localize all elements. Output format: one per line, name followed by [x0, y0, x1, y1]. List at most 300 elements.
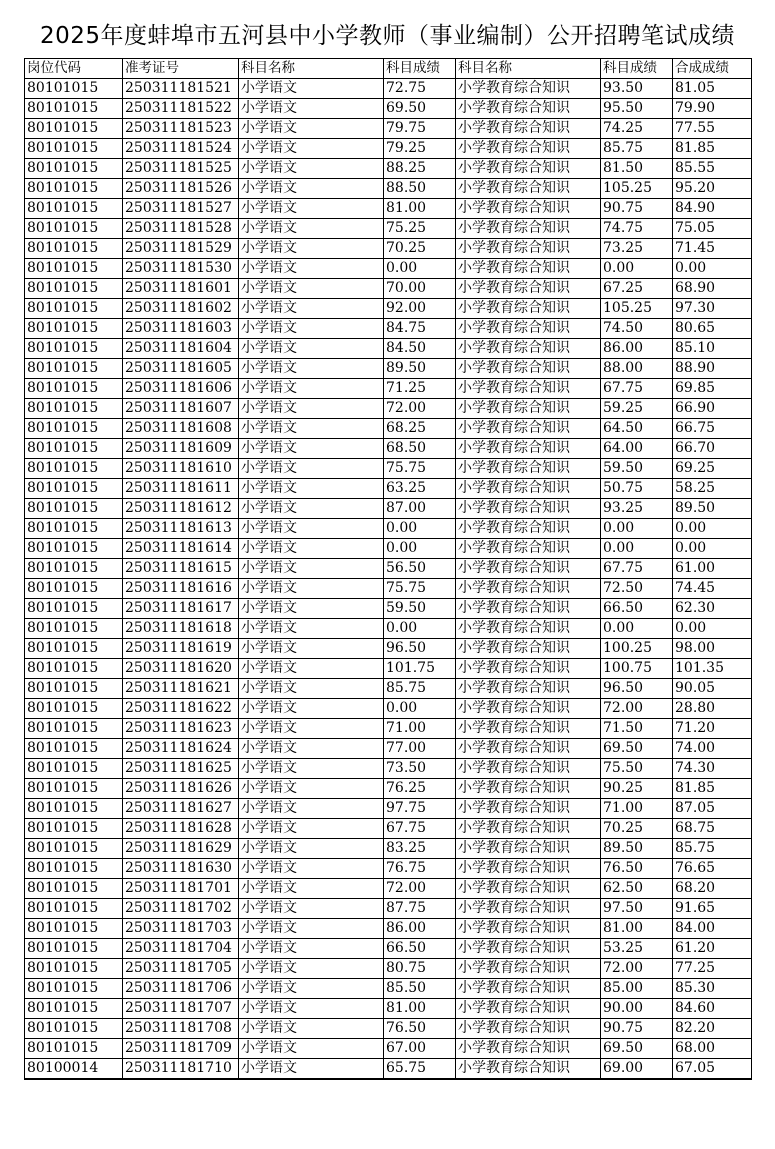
composite-score-cell: 81.85: [673, 779, 752, 799]
subject-2-score-cell: 0.00: [601, 519, 673, 539]
subject-2-score-cell: 93.25: [601, 499, 673, 519]
composite-score-cell: 88.90: [673, 359, 752, 379]
composite-score-cell: 68.00: [673, 1039, 752, 1059]
position-code-cell: 80101015: [25, 479, 123, 499]
column-header-composite-score: 合成成绩: [673, 59, 752, 79]
subject-1-score-cell: 72.00: [384, 399, 456, 419]
subject-2-name-cell: 小学教育综合知识: [456, 499, 601, 519]
subject-2-score-cell: 75.50: [601, 759, 673, 779]
position-code-cell: 80101015: [25, 719, 123, 739]
subject-2-score-cell: 73.25: [601, 239, 673, 259]
subject-2-score-cell: 72.00: [601, 959, 673, 979]
subject-1-score-cell: 70.00: [384, 279, 456, 299]
subject-1-name-cell: 小学语文: [239, 299, 384, 319]
subject-2-score-cell: 0.00: [601, 259, 673, 279]
position-code-cell: 80101015: [25, 399, 123, 419]
composite-score-cell: 77.55: [673, 119, 752, 139]
subject-2-name-cell: 小学教育综合知识: [456, 1059, 601, 1080]
table-row: [25, 239, 752, 259]
subject-1-name-cell: 小学语文: [239, 939, 384, 959]
ticket-number-cell: 250311181521: [123, 79, 239, 99]
table-row: [25, 739, 752, 759]
subject-1-score-cell: 71.00: [384, 719, 456, 739]
subject-2-score-cell: 90.75: [601, 1019, 673, 1039]
subject-1-name-cell: 小学语文: [239, 759, 384, 779]
column-header-position-code: 岗位代码: [25, 59, 123, 79]
subject-1-score-cell: 68.25: [384, 419, 456, 439]
ticket-number-cell: 250311181625: [123, 759, 239, 779]
subject-1-name-cell: 小学语文: [239, 399, 384, 419]
composite-score-cell: 89.50: [673, 499, 752, 519]
composite-score-cell: 87.05: [673, 799, 752, 819]
subject-1-name-cell: 小学语文: [239, 479, 384, 499]
subject-2-name-cell: 小学教育综合知识: [456, 159, 601, 179]
composite-score-cell: 77.25: [673, 959, 752, 979]
position-code-cell: 80101015: [25, 819, 123, 839]
composite-score-cell: 91.65: [673, 899, 752, 919]
position-code-cell: 80101015: [25, 99, 123, 119]
table-row: [25, 519, 752, 539]
ticket-number-cell: 250311181709: [123, 1039, 239, 1059]
column-header-subject-2: 科目名称: [456, 59, 601, 79]
subject-1-score-cell: 88.50: [384, 179, 456, 199]
composite-score-cell: 75.05: [673, 219, 752, 239]
subject-2-name-cell: 小学教育综合知识: [456, 199, 601, 219]
subject-1-score-cell: 79.75: [384, 119, 456, 139]
ticket-number-cell: 250311181627: [123, 799, 239, 819]
subject-1-score-cell: 0.00: [384, 619, 456, 639]
ticket-number-cell: 250311181630: [123, 859, 239, 879]
subject-1-name-cell: 小学语文: [239, 959, 384, 979]
table-row: [25, 499, 752, 519]
subject-2-score-cell: 81.00: [601, 919, 673, 939]
position-code-cell: 80101015: [25, 319, 123, 339]
subject-1-name-cell: 小学语文: [239, 239, 384, 259]
subject-2-score-cell: 50.75: [601, 479, 673, 499]
subject-2-score-cell: 100.25: [601, 639, 673, 659]
composite-score-cell: 68.75: [673, 819, 752, 839]
composite-score-cell: 71.45: [673, 239, 752, 259]
subject-1-name-cell: 小学语文: [239, 159, 384, 179]
ticket-number-cell: 250311181610: [123, 459, 239, 479]
position-code-cell: 80101015: [25, 539, 123, 559]
ticket-number-cell: 250311181609: [123, 439, 239, 459]
composite-score-cell: 69.85: [673, 379, 752, 399]
subject-2-name-cell: 小学教育综合知识: [456, 699, 601, 719]
subject-2-score-cell: 0.00: [601, 539, 673, 559]
table-row: [25, 719, 752, 739]
subject-2-name-cell: 小学教育综合知识: [456, 179, 601, 199]
ticket-number-cell: 250311181605: [123, 359, 239, 379]
position-code-cell: 80101015: [25, 339, 123, 359]
subject-2-name-cell: 小学教育综合知识: [456, 919, 601, 939]
composite-score-cell: 85.75: [673, 839, 752, 859]
ticket-number-cell: 250311181705: [123, 959, 239, 979]
composite-score-cell: 98.00: [673, 639, 752, 659]
subject-1-score-cell: 72.00: [384, 879, 456, 899]
position-code-cell: 80101015: [25, 219, 123, 239]
subject-2-score-cell: 0.00: [601, 619, 673, 639]
composite-score-cell: 101.35: [673, 659, 752, 679]
subject-1-name-cell: 小学语文: [239, 779, 384, 799]
subject-1-score-cell: 76.50: [384, 1019, 456, 1039]
composite-score-cell: 81.05: [673, 79, 752, 99]
position-code-cell: 80101015: [25, 759, 123, 779]
subject-1-score-cell: 59.50: [384, 599, 456, 619]
position-code-cell: 80101015: [25, 459, 123, 479]
position-code-cell: 80101015: [25, 939, 123, 959]
subject-1-score-cell: 85.50: [384, 979, 456, 999]
subject-2-name-cell: 小学教育综合知识: [456, 739, 601, 759]
ticket-number-cell: 250311181522: [123, 99, 239, 119]
subject-2-score-cell: 69.50: [601, 739, 673, 759]
subject-2-name-cell: 小学教育综合知识: [456, 359, 601, 379]
subject-1-name-cell: 小学语文: [239, 859, 384, 879]
subject-2-score-cell: 85.75: [601, 139, 673, 159]
table-row: [25, 579, 752, 599]
table-row: [25, 1039, 752, 1059]
table-row: [25, 1059, 752, 1080]
subject-2-score-cell: 74.50: [601, 319, 673, 339]
subject-2-name-cell: 小学教育综合知识: [456, 879, 601, 899]
ticket-number-cell: 250311181623: [123, 719, 239, 739]
subject-2-name-cell: 小学教育综合知识: [456, 839, 601, 859]
ticket-number-cell: 250311181619: [123, 639, 239, 659]
subject-1-name-cell: 小学语文: [239, 339, 384, 359]
composite-score-cell: 0.00: [673, 259, 752, 279]
ticket-number-cell: 250311181706: [123, 979, 239, 999]
subject-1-name-cell: 小学语文: [239, 739, 384, 759]
table-row: [25, 839, 752, 859]
composite-score-cell: 0.00: [673, 539, 752, 559]
composite-score-cell: 62.30: [673, 599, 752, 619]
subject-1-score-cell: 81.00: [384, 199, 456, 219]
table-row: [25, 679, 752, 699]
position-code-cell: 80101015: [25, 659, 123, 679]
position-code-cell: 80101015: [25, 519, 123, 539]
subject-2-name-cell: 小学教育综合知识: [456, 639, 601, 659]
composite-score-cell: 81.85: [673, 139, 752, 159]
subject-2-name-cell: 小学教育综合知识: [456, 859, 601, 879]
composite-score-cell: 74.30: [673, 759, 752, 779]
composite-score-cell: 66.70: [673, 439, 752, 459]
table-row: [25, 279, 752, 299]
subject-1-name-cell: 小学语文: [239, 659, 384, 679]
composite-score-cell: 66.75: [673, 419, 752, 439]
table-row: [25, 779, 752, 799]
column-header-ticket-number: 准考证号: [123, 59, 239, 79]
subject-2-score-cell: 89.50: [601, 839, 673, 859]
subject-2-name-cell: 小学教育综合知识: [456, 819, 601, 839]
composite-score-cell: 74.00: [673, 739, 752, 759]
ticket-number-cell: 250311181703: [123, 919, 239, 939]
subject-2-score-cell: 67.75: [601, 559, 673, 579]
subject-2-score-cell: 88.00: [601, 359, 673, 379]
position-code-cell: 80101015: [25, 259, 123, 279]
subject-2-score-cell: 74.75: [601, 219, 673, 239]
subject-1-score-cell: 0.00: [384, 259, 456, 279]
table-row: [25, 979, 752, 999]
subject-2-score-cell: 97.50: [601, 899, 673, 919]
subject-1-score-cell: 89.50: [384, 359, 456, 379]
table-row: [25, 399, 752, 419]
table-row: [25, 659, 752, 679]
composite-score-cell: 84.90: [673, 199, 752, 219]
subject-1-score-cell: 87.00: [384, 499, 456, 519]
subject-1-score-cell: 97.75: [384, 799, 456, 819]
subject-1-name-cell: 小学语文: [239, 379, 384, 399]
table-row: [25, 559, 752, 579]
composite-score-cell: 28.80: [673, 699, 752, 719]
subject-1-name-cell: 小学语文: [239, 879, 384, 899]
column-header-score-1: 科目成绩: [384, 59, 456, 79]
subject-1-score-cell: 73.50: [384, 759, 456, 779]
table-row: [25, 99, 752, 119]
composite-score-cell: 76.65: [673, 859, 752, 879]
ticket-number-cell: 250311181524: [123, 139, 239, 159]
subject-2-score-cell: 81.50: [601, 159, 673, 179]
composite-score-cell: 0.00: [673, 619, 752, 639]
subject-2-score-cell: 76.50: [601, 859, 673, 879]
subject-2-name-cell: 小学教育综合知识: [456, 479, 601, 499]
table-row: [25, 859, 752, 879]
ticket-number-cell: 250311181707: [123, 999, 239, 1019]
position-code-cell: 80101015: [25, 419, 123, 439]
composite-score-cell: 84.00: [673, 919, 752, 939]
ticket-number-cell: 250311181618: [123, 619, 239, 639]
table-row: [25, 539, 752, 559]
composite-score-cell: 0.00: [673, 519, 752, 539]
composite-score-cell: 69.25: [673, 459, 752, 479]
ticket-number-cell: 250311181526: [123, 179, 239, 199]
ticket-number-cell: 250311181611: [123, 479, 239, 499]
table-row: [25, 219, 752, 239]
subject-1-name-cell: 小学语文: [239, 1039, 384, 1059]
subject-1-name-cell: 小学语文: [239, 1059, 384, 1080]
subject-2-name-cell: 小学教育综合知识: [456, 439, 601, 459]
subject-2-score-cell: 64.00: [601, 439, 673, 459]
position-code-cell: 80101015: [25, 559, 123, 579]
subject-2-name-cell: 小学教育综合知识: [456, 219, 601, 239]
position-code-cell: 80101015: [25, 899, 123, 919]
position-code-cell: 80101015: [25, 839, 123, 859]
ticket-number-cell: 250311181620: [123, 659, 239, 679]
subject-2-score-cell: 69.50: [601, 1039, 673, 1059]
subject-2-name-cell: 小学教育综合知识: [456, 999, 601, 1019]
position-code-cell: 80101015: [25, 279, 123, 299]
composite-score-cell: 95.20: [673, 179, 752, 199]
ticket-number-cell: 250311181701: [123, 879, 239, 899]
subject-1-score-cell: 67.75: [384, 819, 456, 839]
subject-1-name-cell: 小学语文: [239, 259, 384, 279]
subject-2-score-cell: 93.50: [601, 79, 673, 99]
subject-2-name-cell: 小学教育综合知识: [456, 939, 601, 959]
subject-1-score-cell: 86.00: [384, 919, 456, 939]
subject-2-score-cell: 85.00: [601, 979, 673, 999]
table-row: [25, 379, 752, 399]
table-row: [25, 619, 752, 639]
subject-2-name-cell: 小学教育综合知识: [456, 279, 601, 299]
subject-1-score-cell: 87.75: [384, 899, 456, 919]
subject-1-name-cell: 小学语文: [239, 1019, 384, 1039]
table-row: [25, 259, 752, 279]
ticket-number-cell: 250311181528: [123, 219, 239, 239]
subject-2-score-cell: 74.25: [601, 119, 673, 139]
position-code-cell: 80101015: [25, 619, 123, 639]
table-row: [25, 699, 752, 719]
subject-1-score-cell: 76.25: [384, 779, 456, 799]
composite-score-cell: 68.90: [673, 279, 752, 299]
subject-1-name-cell: 小学语文: [239, 559, 384, 579]
subject-1-score-cell: 69.50: [384, 99, 456, 119]
table-row: [25, 799, 752, 819]
subject-2-name-cell: 小学教育综合知识: [456, 99, 601, 119]
table-row: [25, 1019, 752, 1039]
subject-2-score-cell: 96.50: [601, 679, 673, 699]
ticket-number-cell: 250311181708: [123, 1019, 239, 1039]
subject-1-score-cell: 84.50: [384, 339, 456, 359]
position-code-cell: 80101015: [25, 79, 123, 99]
position-code-cell: 80101015: [25, 379, 123, 399]
ticket-number-cell: 250311181601: [123, 279, 239, 299]
subject-1-score-cell: 0.00: [384, 519, 456, 539]
subject-1-name-cell: 小学语文: [239, 279, 384, 299]
composite-score-cell: 90.05: [673, 679, 752, 699]
subject-1-score-cell: 88.25: [384, 159, 456, 179]
position-code-cell: 80101015: [25, 959, 123, 979]
table-row: [25, 879, 752, 899]
subject-2-name-cell: 小学教育综合知识: [456, 319, 601, 339]
subject-2-score-cell: 67.75: [601, 379, 673, 399]
ticket-number-cell: 250311181616: [123, 579, 239, 599]
table-row: [25, 599, 752, 619]
position-code-cell: 80101015: [25, 639, 123, 659]
subject-1-name-cell: 小学语文: [239, 839, 384, 859]
page-title: 2025年度蚌埠市五河县中小学教师（事业编制）公开招聘笔试成绩: [39, 23, 736, 49]
header-row: [25, 59, 752, 79]
position-code-cell: 80101015: [25, 699, 123, 719]
position-code-cell: 80101015: [25, 359, 123, 379]
subject-1-name-cell: 小学语文: [239, 979, 384, 999]
table-row: [25, 459, 752, 479]
ticket-number-cell: 250311181704: [123, 939, 239, 959]
subject-2-score-cell: 105.25: [601, 179, 673, 199]
subject-1-name-cell: 小学语文: [239, 499, 384, 519]
table-row: [25, 919, 752, 939]
subject-1-score-cell: 65.75: [384, 1059, 456, 1080]
position-code-cell: 80101015: [25, 199, 123, 219]
ticket-number-cell: 250311181604: [123, 339, 239, 359]
position-code-cell: 80101015: [25, 499, 123, 519]
subject-2-score-cell: 53.25: [601, 939, 673, 959]
subject-2-name-cell: 小学教育综合知识: [456, 559, 601, 579]
subject-1-score-cell: 63.25: [384, 479, 456, 499]
subject-1-name-cell: 小学语文: [239, 919, 384, 939]
position-code-cell: 80101015: [25, 139, 123, 159]
subject-1-name-cell: 小学语文: [239, 579, 384, 599]
subject-2-score-cell: 72.00: [601, 699, 673, 719]
ticket-number-cell: 250311181626: [123, 779, 239, 799]
composite-score-cell: 84.60: [673, 999, 752, 1019]
subject-2-name-cell: 小学教育综合知识: [456, 899, 601, 919]
subject-1-score-cell: 80.75: [384, 959, 456, 979]
subject-1-score-cell: 68.50: [384, 439, 456, 459]
position-code-cell: 80101015: [25, 679, 123, 699]
subject-1-score-cell: 83.25: [384, 839, 456, 859]
ticket-number-cell: 250311181612: [123, 499, 239, 519]
subject-1-name-cell: 小学语文: [239, 419, 384, 439]
table-row: [25, 899, 752, 919]
subject-2-name-cell: 小学教育综合知识: [456, 119, 601, 139]
subject-1-name-cell: 小学语文: [239, 679, 384, 699]
subject-1-score-cell: 56.50: [384, 559, 456, 579]
subject-2-score-cell: 105.25: [601, 299, 673, 319]
subject-1-score-cell: 84.75: [384, 319, 456, 339]
table-row: [25, 959, 752, 979]
position-code-cell: 80101015: [25, 739, 123, 759]
subject-2-score-cell: 72.50: [601, 579, 673, 599]
position-code-cell: 80101015: [25, 879, 123, 899]
composite-score-cell: 85.55: [673, 159, 752, 179]
subject-2-name-cell: 小学教育综合知识: [456, 399, 601, 419]
subject-2-score-cell: 95.50: [601, 99, 673, 119]
subject-2-name-cell: 小学教育综合知识: [456, 539, 601, 559]
ticket-number-cell: 250311181629: [123, 839, 239, 859]
ticket-number-cell: 250311181525: [123, 159, 239, 179]
subject-1-name-cell: 小学语文: [239, 219, 384, 239]
composite-score-cell: 66.90: [673, 399, 752, 419]
column-header-score-2: 科目成绩: [601, 59, 673, 79]
subject-1-score-cell: 71.25: [384, 379, 456, 399]
table-row: [25, 199, 752, 219]
subject-1-name-cell: 小学语文: [239, 639, 384, 659]
column-header-subject-1: 科目名称: [239, 59, 384, 79]
subject-1-name-cell: 小学语文: [239, 599, 384, 619]
subject-2-name-cell: 小学教育综合知识: [456, 959, 601, 979]
position-code-cell: 80101015: [25, 779, 123, 799]
composite-score-cell: 85.30: [673, 979, 752, 999]
subject-1-name-cell: 小学语文: [239, 699, 384, 719]
subject-2-name-cell: 小学教育综合知识: [456, 599, 601, 619]
subject-2-name-cell: 小学教育综合知识: [456, 419, 601, 439]
position-code-cell: 80101015: [25, 859, 123, 879]
subject-1-name-cell: 小学语文: [239, 459, 384, 479]
subject-1-score-cell: 67.00: [384, 1039, 456, 1059]
position-code-cell: 80101015: [25, 179, 123, 199]
position-code-cell: 80101015: [25, 599, 123, 619]
composite-score-cell: 74.45: [673, 579, 752, 599]
subject-1-score-cell: 92.00: [384, 299, 456, 319]
table-row: [25, 419, 752, 439]
table-row: [25, 359, 752, 379]
composite-score-cell: 61.20: [673, 939, 752, 959]
subject-2-score-cell: 66.50: [601, 599, 673, 619]
table-row: [25, 339, 752, 359]
table-row: [25, 759, 752, 779]
position-code-cell: 80101015: [25, 799, 123, 819]
subject-1-score-cell: 72.75: [384, 79, 456, 99]
composite-score-cell: 58.25: [673, 479, 752, 499]
ticket-number-cell: 250311181530: [123, 259, 239, 279]
table-row: [25, 639, 752, 659]
position-code-cell: 80101015: [25, 239, 123, 259]
position-code-cell: 80100014: [25, 1059, 123, 1080]
subject-1-name-cell: 小学语文: [239, 539, 384, 559]
ticket-number-cell: 250311181624: [123, 739, 239, 759]
subject-2-name-cell: 小学教育综合知识: [456, 79, 601, 99]
composite-score-cell: 82.20: [673, 1019, 752, 1039]
table-row: [25, 479, 752, 499]
